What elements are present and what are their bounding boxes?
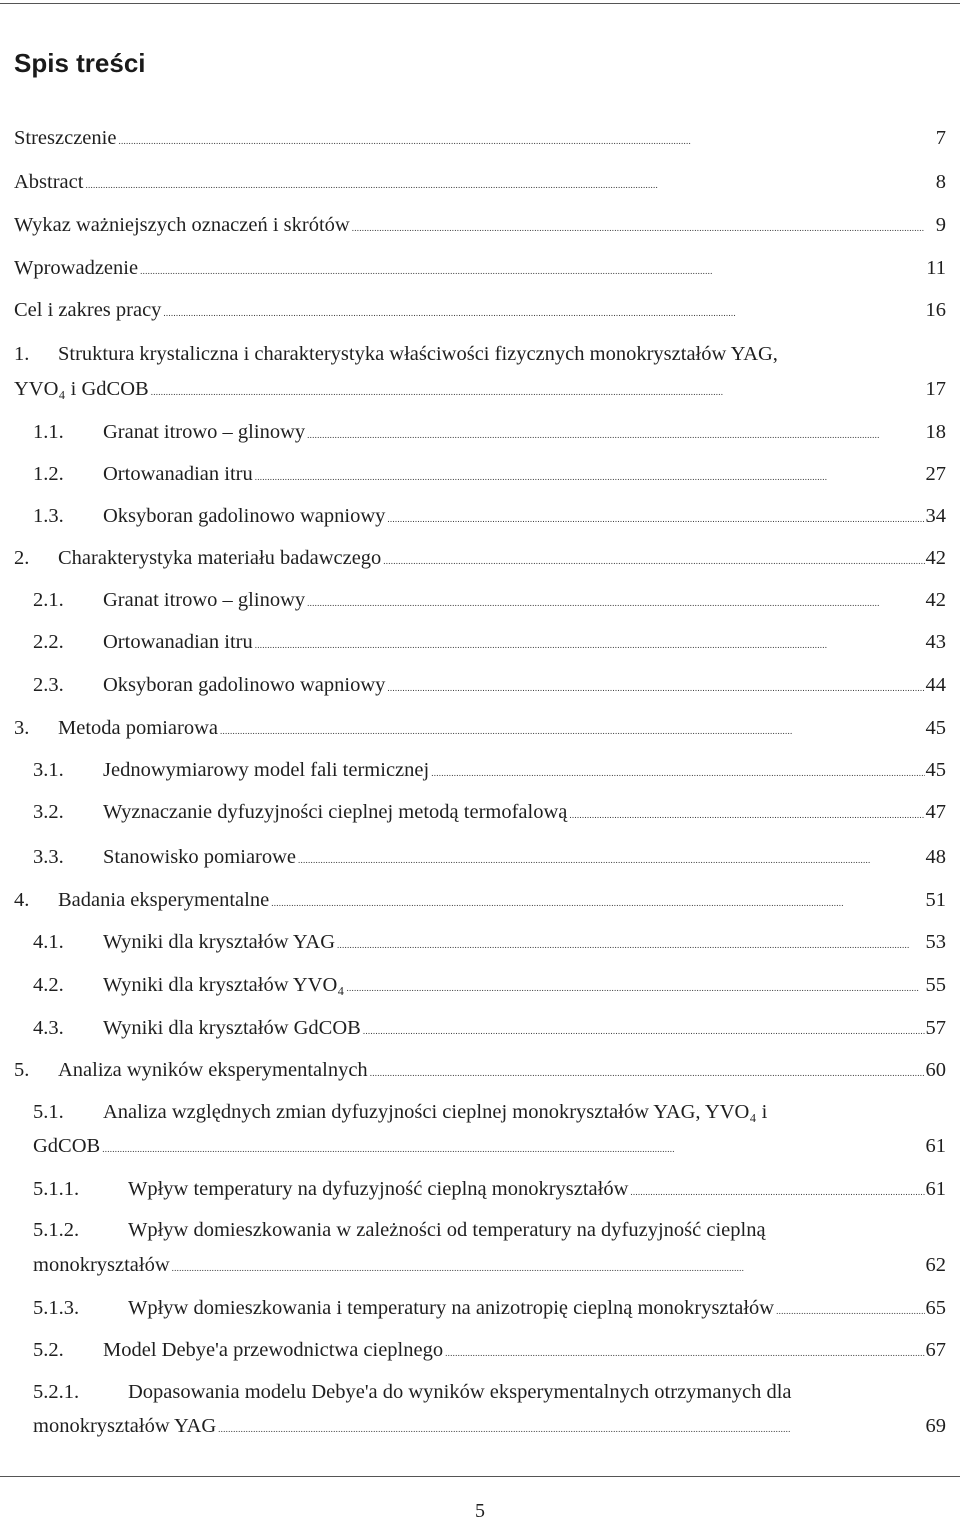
toc-entry-number: 5.2. [33, 1339, 64, 1361]
toc-entry[interactable] [33, 504, 946, 531]
toc-entry[interactable] [14, 298, 946, 325]
toc-entry[interactable] [33, 845, 946, 872]
toc-entry[interactable] [33, 1380, 946, 1404]
toc-entry-title: Granat itrowo – glinowy [103, 589, 306, 611]
toc-entry-title: Abstract [14, 171, 84, 193]
dot-leader [776, 1296, 924, 1323]
toc-entry-page: 65 [925, 1297, 946, 1319]
dot-leader [151, 377, 925, 404]
toc-entry[interactable] [33, 673, 946, 700]
toc-entry[interactable] [33, 1177, 946, 1204]
toc-entry[interactable] [33, 1218, 946, 1242]
toc-entry[interactable] [14, 342, 946, 366]
toc-entry-page: 67 [925, 1339, 946, 1361]
toc-entry[interactable] [14, 256, 946, 283]
toc-entry-title: Wyniki dla kryształów YAG [103, 931, 336, 953]
toc-entry-number: 5.1.3. [33, 1297, 80, 1319]
dot-leader [387, 673, 924, 700]
dot-leader [307, 420, 924, 447]
toc-entry-number: 1.1. [33, 421, 64, 443]
toc-entry-page: 62 [925, 1254, 946, 1276]
toc-entry[interactable] [33, 1016, 946, 1043]
dot-leader [85, 170, 934, 197]
toc-entry-number: 5. [14, 1059, 30, 1081]
dot-leader [630, 1177, 924, 1204]
toc-entry-title: Charakterystyka materiału badawczego [58, 547, 382, 569]
dot-leader [218, 1414, 924, 1441]
toc-entry[interactable] [33, 1338, 946, 1365]
toc-entry-number: 3. [14, 717, 30, 739]
toc-entry-number: 2.1. [33, 589, 64, 611]
dot-leader [307, 588, 924, 615]
dot-leader [255, 630, 925, 657]
toc-entry-page: 51 [925, 889, 946, 911]
dot-leader [346, 973, 924, 1000]
toc-entry-title: Ortowanadian itru [103, 463, 253, 485]
toc-entry-title: Wpływ temperatury na dyfuzyjność cieplną monokryształów [128, 1178, 629, 1200]
toc-entry-title: Wyniki dla kryształów GdCOB [103, 1017, 361, 1039]
toc-entry-title: Analiza względnych zmian dyfuzyjności cieplnej monokryształów YAG, YVO₄ i [103, 1101, 768, 1123]
toc-entry-page: 45 [925, 717, 946, 739]
toc-entry[interactable] [33, 1296, 946, 1323]
toc-entry[interactable] [14, 170, 946, 197]
toc-entry-number: 5.1. [33, 1101, 64, 1123]
dot-leader [220, 716, 925, 743]
toc-entry-page: 17 [925, 378, 946, 400]
toc-entry-title: Stanowisko pomiarowe [103, 846, 297, 868]
toc-entry[interactable] [14, 888, 946, 915]
toc-entry-title-continued: YVO₄ i GdCOB [14, 378, 149, 400]
toc-entry-page: 61 [925, 1178, 946, 1200]
dot-leader [387, 504, 924, 531]
dot-leader [118, 126, 934, 153]
dot-leader [102, 1134, 924, 1161]
toc-entry[interactable] [33, 420, 946, 447]
dot-leader [337, 930, 924, 957]
toc-entry[interactable] [33, 800, 946, 827]
toc-entry-title: Badania eksperymentalne [58, 889, 270, 911]
toc-entry-number: 2.3. [33, 674, 64, 696]
toc-entry-number: 2.2. [33, 631, 64, 653]
toc-entry-page: 42 [925, 589, 946, 611]
toc-entry-title-continued: monokryształów [33, 1254, 170, 1276]
dot-leader [569, 800, 924, 827]
toc-entry[interactable] [33, 1100, 946, 1124]
toc-entry-number: 5.1.1. [33, 1178, 80, 1200]
toc-entry[interactable] [14, 126, 946, 153]
toc-entry[interactable] [33, 930, 946, 957]
toc-entry-page: 61 [925, 1135, 946, 1157]
toc-entry-page: 34 [925, 505, 946, 527]
toc-entry-title: Struktura krystaliczna i charakterystyka właściwości fizycznych monokryształów YAG, [58, 343, 778, 365]
toc-entry-number: 1. [14, 343, 30, 365]
page-title: Spis treści [14, 48, 146, 78]
toc-entry[interactable] [33, 973, 946, 1000]
toc-entry-page: 47 [925, 801, 946, 823]
toc-entry-page: 60 [925, 1059, 946, 1081]
toc-entry[interactable] [14, 716, 946, 743]
bottom-rule [0, 1476, 960, 1477]
toc-entry[interactable] [14, 546, 946, 573]
toc-entry-title: Wyniki dla kryształów YVO₄ [103, 974, 345, 996]
dot-leader [445, 1338, 924, 1365]
toc-entry-number: 5.1.2. [33, 1219, 80, 1241]
dot-leader [298, 845, 924, 872]
dot-leader [255, 462, 925, 489]
toc-entry-number: 4. [14, 889, 30, 911]
toc-entry-page: 69 [925, 1415, 946, 1437]
toc-entry-title: Granat itrowo – glinowy [103, 421, 306, 443]
toc-entry-number: 4.1. [33, 931, 64, 953]
toc-entry-number: 5.2.1. [33, 1381, 80, 1403]
toc-entry-page: 18 [925, 421, 946, 443]
dot-leader [383, 546, 924, 573]
toc-entry-title: Wyznaczanie dyfuzyjności cieplnej metodą termofalową [103, 801, 568, 823]
toc-entry-page: 16 [925, 299, 946, 321]
toc-entry-title: Streszczenie [14, 127, 117, 149]
toc-entry-page: 43 [925, 631, 946, 653]
dot-leader [431, 758, 924, 785]
toc-entry-continuation[interactable] [33, 1253, 946, 1280]
toc-entry-title: Oksyboran gadolinowo wapniowy [103, 674, 386, 696]
toc-entry[interactable] [14, 213, 946, 240]
top-rule [0, 3, 960, 4]
toc-entry-title: Analiza wyników eksperymentalnych [58, 1059, 368, 1081]
toc-entry[interactable] [14, 1058, 946, 1085]
toc-entry-page: 11 [926, 257, 946, 279]
toc-entry-number: 2. [14, 547, 30, 569]
toc-entry[interactable] [33, 630, 946, 657]
toc-entry-page: 48 [925, 846, 946, 868]
toc-entry-continuation[interactable] [33, 1414, 946, 1441]
toc-entry-page: 9 [935, 214, 946, 236]
toc-entry-continuation[interactable] [14, 377, 946, 404]
toc-entry-title: Oksyboran gadolinowo wapniowy [103, 505, 386, 527]
toc-entry-number: 4.3. [33, 1017, 64, 1039]
toc-entry-number: 4.2. [33, 974, 64, 996]
toc-entry-page: 57 [925, 1017, 946, 1039]
toc-entry-continuation[interactable] [33, 1134, 946, 1161]
dot-leader [352, 213, 935, 240]
toc-entry-number: 3.2. [33, 801, 64, 823]
toc-entry-page: 7 [935, 127, 946, 149]
dot-leader [363, 1016, 925, 1043]
toc-entry-title: Wpływ domieszkowania w zależności od temperatury na dyfuzyjność cieplną [128, 1219, 766, 1241]
toc-entry-title: Jednowymiarowy model fali termicznej [103, 759, 430, 781]
toc-entry-title: Cel i zakres pracy [14, 299, 162, 321]
toc-entry-page: 8 [935, 171, 946, 193]
toc-entry[interactable] [33, 462, 946, 489]
dot-leader [140, 256, 925, 283]
toc-entry-title: Wpływ domieszkowania i temperatury na anizotropię cieplną monokryształów [128, 1297, 775, 1319]
toc-entry-page: 45 [925, 759, 946, 781]
toc-entry-page: 42 [925, 547, 946, 569]
toc-entry[interactable] [33, 758, 946, 785]
page-number: 5 [475, 1500, 485, 1522]
toc-entry-number: 1.2. [33, 463, 64, 485]
toc-entry-title: Model Debye'a przewodnictwa cieplnego [103, 1339, 444, 1361]
toc-entry-title-continued: GdCOB [33, 1135, 101, 1157]
toc-entry-page: 44 [925, 674, 946, 696]
toc-entry-number: 1.3. [33, 505, 64, 527]
toc-entry-page: 53 [925, 931, 946, 953]
toc-entry-title: Metoda pomiarowa [58, 717, 218, 739]
toc-entry-title-continued: monokryształów YAG [33, 1415, 217, 1437]
toc-entry-title: Wykaz ważniejszych oznaczeń i skrótów [14, 214, 350, 236]
toc-entry-page: 27 [925, 463, 946, 485]
dot-leader [370, 1058, 925, 1085]
toc-entry-number: 3.1. [33, 759, 64, 781]
toc-entry-title: Ortowanadian itru [103, 631, 253, 653]
toc-entry[interactable] [33, 588, 946, 615]
toc-entry-page: 55 [925, 974, 946, 996]
toc-entry-title: Wprowadzenie [14, 257, 139, 279]
toc-entry-number: 3.3. [33, 846, 64, 868]
dot-leader [271, 888, 924, 915]
toc-entry-title: Dopasowania modelu Debye'a do wyników eksperymentalnych otrzymanych dla [128, 1381, 792, 1403]
dot-leader [172, 1253, 925, 1280]
dot-leader [163, 298, 924, 325]
